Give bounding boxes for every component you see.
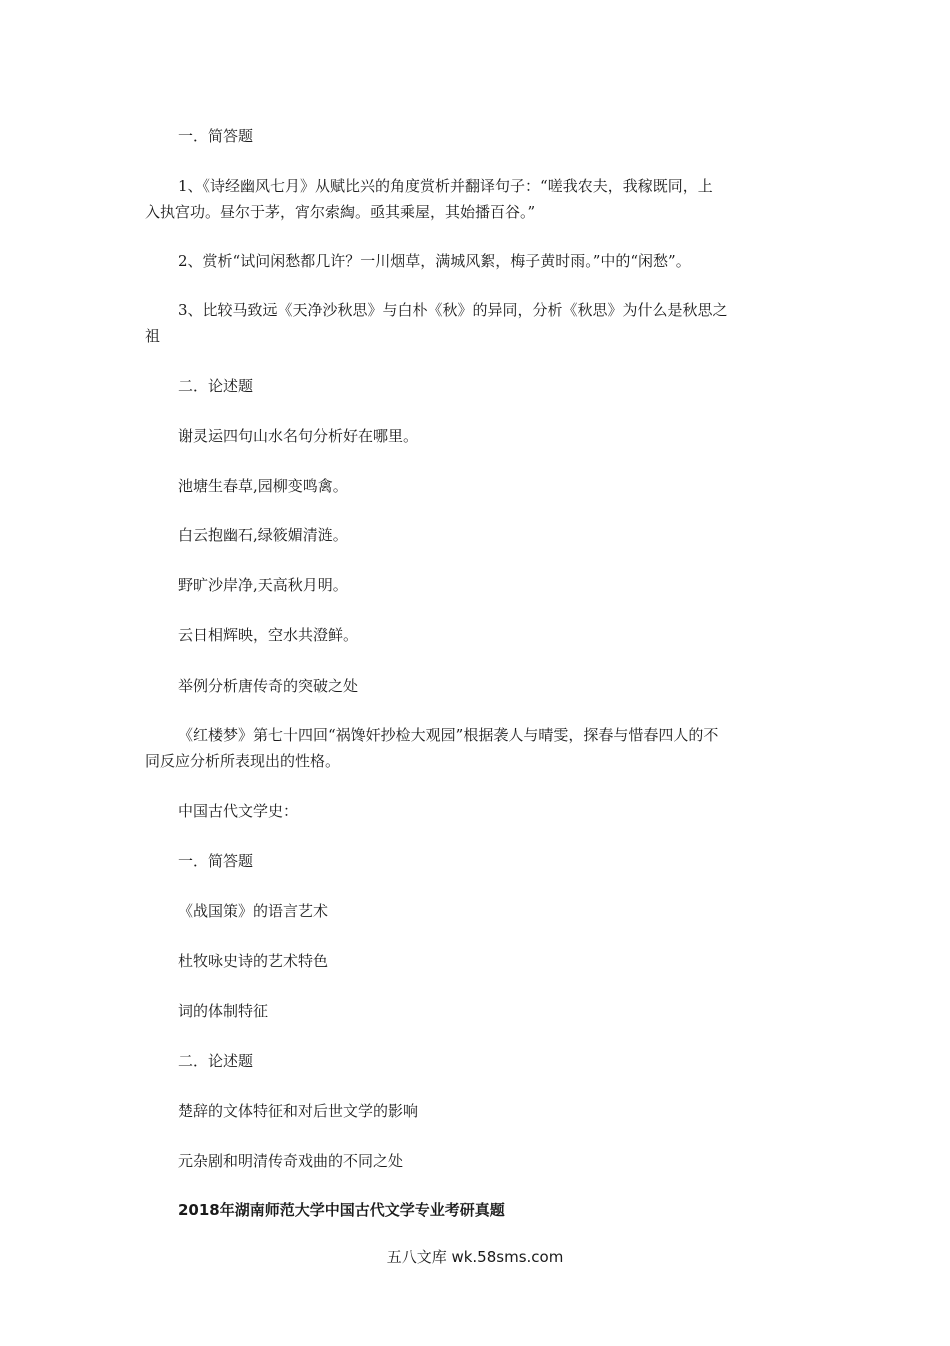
document-title: 2018年湖南师范大学中国古代文学专业考研真题 <box>178 1201 505 1219</box>
page-footer: 五八文库 wk.58sms.com <box>386 1248 564 1266</box>
section-heading: 二．论述题 <box>178 377 254 395</box>
paragraph: 野旷沙岸净,天高秋月明。 <box>178 576 348 594</box>
paragraph: 池塘生春草,园柳变鸣禽。 <box>178 477 348 495</box>
paragraph: 白云抱幽石,绿筱媚清涟。 <box>178 526 348 544</box>
section-heading: 一．简答题 <box>178 127 254 145</box>
question-1-line-1: 1、《诗经幽风七月》从赋比兴的角度赏析并翻译句子：“嗟我农夫，我稼既同，上 <box>178 177 713 195</box>
paragraph: 《战国策》的语言艺术 <box>178 902 329 920</box>
paragraph: 举例分析唐传奇的突破之处 <box>178 677 359 695</box>
paragraph: 楚辞的文体特征和对后世文学的影响 <box>178 1102 419 1120</box>
paragraph: 杜牧咏史诗的艺术特色 <box>178 952 329 970</box>
question-3-line-2: 祖 <box>145 327 161 345</box>
question-3-line-1: 3、比较马致远《天净沙秋思》与白朴《秋》的异同，分析《秋思》为什么是秋思之 <box>178 301 728 319</box>
paragraph: 元杂剧和明清传奇戏曲的不同之处 <box>178 1152 404 1170</box>
paragraph: 云日相辉映，空水共澄鲜。 <box>178 626 359 644</box>
section-heading: 二．论述题 <box>178 1052 254 1070</box>
paragraph: 谢灵运四句山水名句分析好在哪里。 <box>178 427 419 445</box>
paragraph: 中国古代文学史： <box>178 802 299 820</box>
paragraph: 词的体制特征 <box>178 1002 269 1020</box>
paragraph-line-2: 同反应分析所表现出的性格。 <box>145 752 341 770</box>
paragraph-line-1: 《红楼梦》第七十四回“祸馋奸抄检大观园”根据袭人与晴雯，探春与惜春四人的不 <box>178 726 719 744</box>
question-1-line-2: 入执宫功。昼尔于茅，宵尔索綯。亟其乘屋，其始播百谷。” <box>145 203 536 221</box>
question-2: 2、赏析“试问闲愁都几许？一川烟草，满城风絮，梅子黄时雨。”中的“闲愁”。 <box>178 252 691 270</box>
section-heading: 一．简答题 <box>178 852 254 870</box>
